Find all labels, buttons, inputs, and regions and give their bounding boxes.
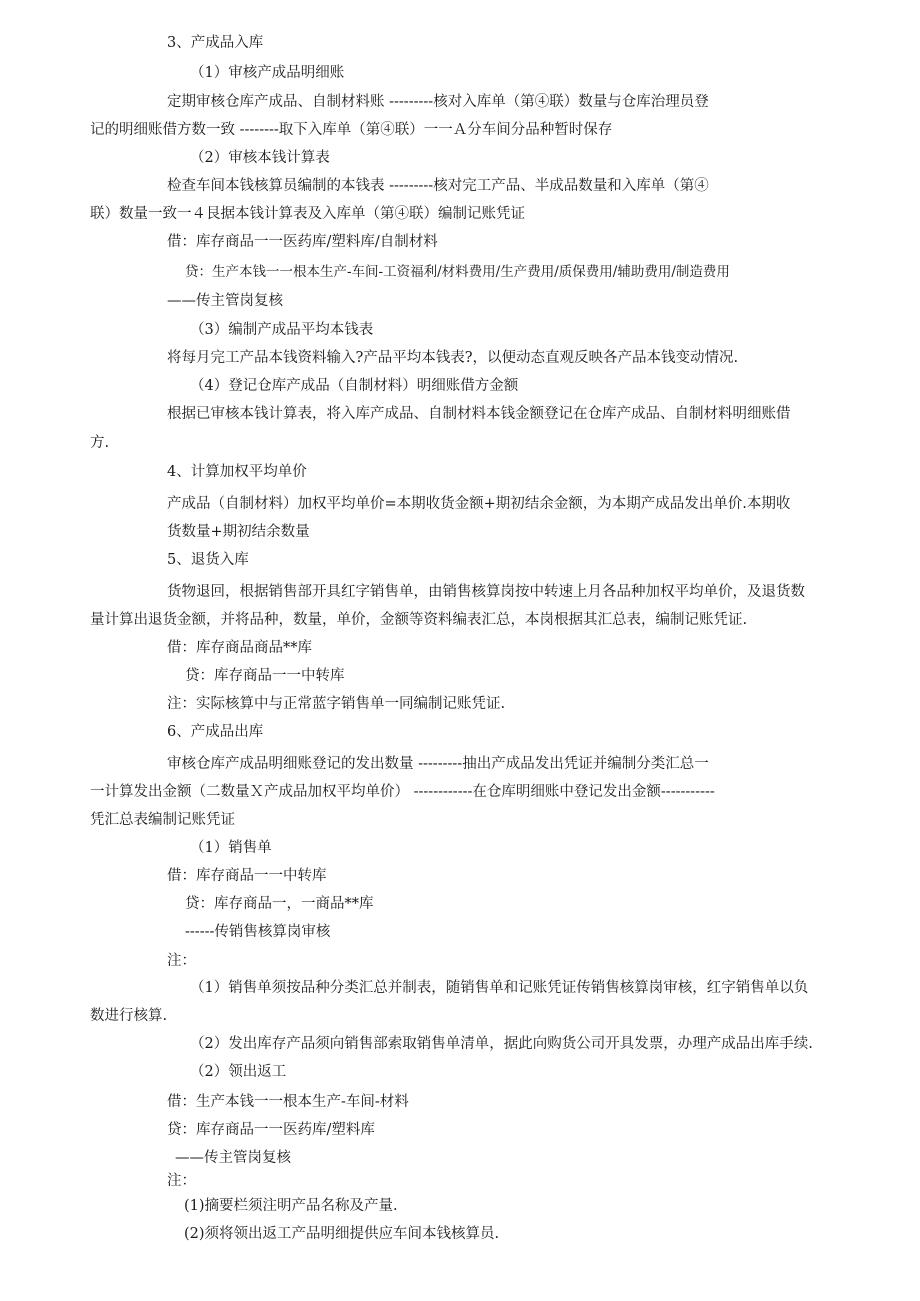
note-label: 注： bbox=[167, 953, 196, 969]
paragraph-line: 审核仓库产成品明细账登记的发出数量 ---------抽出产成品发出凭证并编制分类汇总一 bbox=[167, 756, 709, 772]
review-note: ——传主管岗复核 bbox=[167, 293, 283, 309]
subheading: （4）登记仓库产成品（自制材料）明细账借方金额 bbox=[190, 378, 519, 394]
note-item: (1)摘要栏须注明产品名称及产量. bbox=[184, 1198, 398, 1214]
debit-entry: 借：库存商品商品**库 bbox=[167, 640, 312, 656]
paragraph-line: 货数量+期初结余数量 bbox=[167, 524, 310, 540]
note-line: 注：实际核算中与正常蓝字销售单一同编制记账凭证. bbox=[167, 696, 506, 712]
paragraph-line: 凭汇总表编制记账凭证 bbox=[90, 812, 235, 828]
paragraph-line: 方. bbox=[90, 435, 110, 451]
paragraph-line: 货物退回，根据销售部开具红字销售单，由销售核算岗按中转速上月各品种加权平均单价，及退货数 bbox=[167, 584, 805, 600]
subheading: （3）编制产成品平均本钱表 bbox=[190, 322, 374, 338]
review-note: ------传销售核算岗审核 bbox=[185, 924, 331, 940]
paragraph-line: 量计算出退货金额，并将品种，数量，单价，金额等资料编表汇总，本岗根据其汇总表，编制记账凭证. bbox=[90, 612, 748, 628]
heading-6: 6、产成品出库 bbox=[167, 724, 264, 740]
subheading: （1）审核产成品明细账 bbox=[190, 65, 345, 81]
heading-3: 3、产成品入库 bbox=[167, 35, 264, 51]
credit-entry: 贷：库存商品一，一商品**库 bbox=[185, 896, 374, 912]
note-item: (2)须将领出返工产品明细提供应车间本钱核算员. bbox=[184, 1226, 500, 1242]
note-item: 数进行核算. bbox=[90, 1008, 168, 1024]
credit-entry: 贷：库存商品一一中转库 bbox=[185, 668, 345, 684]
review-note: ——传主管岗复核 bbox=[175, 1150, 291, 1166]
subheading: （2）领出返工 bbox=[190, 1064, 287, 1080]
note-item: （1）销售单须按品种分类汇总并制表，随销售单和记账凭证传销售核算岗审核，红字销售单以负 bbox=[190, 980, 809, 996]
subheading: （2）审核本钱计算表 bbox=[190, 150, 330, 166]
paragraph-line: 产成品（自制材料）加权平均单价=本期收货金额+期初结余金额，为本期产成品发出单价.本期收 bbox=[167, 496, 791, 512]
debit-entry: 借：库存商品一一医药库/塑料库/自制材料 bbox=[167, 234, 438, 250]
paragraph-line: 记的明细账借方数一致 --------取下入库单（第④联）一一Ａ分车间分品种暂时保存 bbox=[90, 122, 613, 138]
note-label: 注： bbox=[167, 1173, 196, 1189]
credit-entry: 贷：库存商品一一医药库/塑料库 bbox=[167, 1122, 375, 1138]
note-item: （2）发出库存产品须向销售部索取销售单清单，据此向购货公司开具发票，办理产成品出库手续. bbox=[190, 1036, 813, 1052]
paragraph-line: 联）数量一致一４艮据本钱计算表及入库单（第④联）编制记账凭证 bbox=[90, 206, 525, 222]
paragraph-line: 将每月完工产品本钱资料输入?产品平均本钱表?，以便动态直观反映各产品本钱变动情况. bbox=[167, 350, 739, 366]
debit-entry: 借：库存商品一一中转库 bbox=[167, 868, 327, 884]
heading-5: 5、退货入库 bbox=[167, 552, 249, 568]
subheading: （1）销售单 bbox=[190, 840, 272, 856]
debit-entry: 借：生产本钱一一根本生产-车间-材料 bbox=[167, 1094, 409, 1110]
paragraph-line: 一计算发出金额（二数量Ｘ产成品加权平均单价） ------------在仓库明细账中登记发出金额----------- bbox=[90, 784, 715, 800]
paragraph-line: 检查车间本钱核算员编制的本钱表 ---------核对完工产品、半成品数量和入库单（第④ bbox=[167, 178, 709, 194]
credit-entry: 贷：生产本钱一一根本生产-车间-工资福利/材料费用/生产费用/质保费用/辅助费用/制造费用 bbox=[185, 264, 730, 280]
paragraph-line: 根据已审核本钱计算表，将入库产成品、自制材料本钱金额登记在仓库产成品、自制材料明细账借 bbox=[167, 406, 791, 422]
heading-4: 4、计算加权平均单价 bbox=[167, 464, 307, 480]
paragraph-line: 定期审核仓库产成品、自制材料账 ---------核对入库单（第④联）数量与仓库治理员登 bbox=[167, 94, 709, 110]
